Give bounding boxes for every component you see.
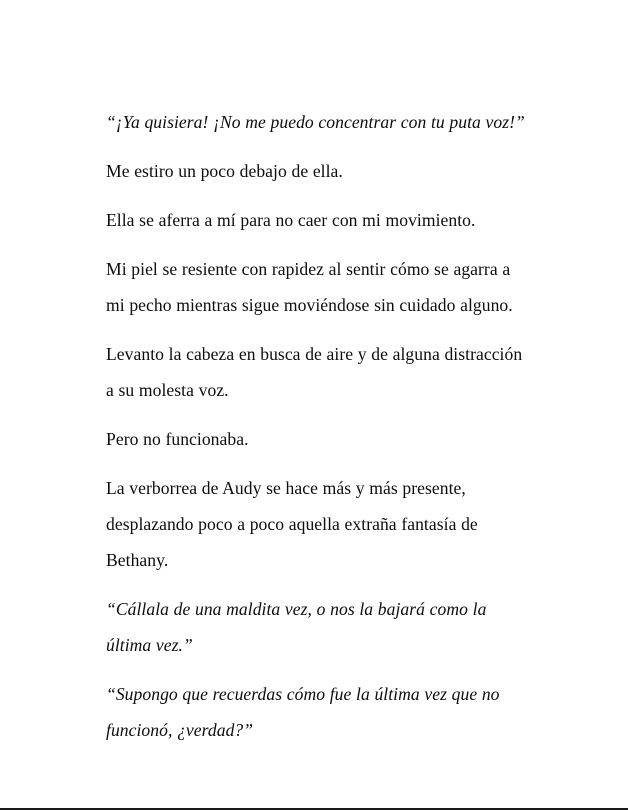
- paragraph-narrative-2: Ella se aferra a mí para no caer con mi movimiento.: [106, 210, 476, 230]
- paragraph-narrative-4: Levanto la cabeza en busca de aire y de alguna distracción a su molesta voz.: [106, 344, 523, 400]
- paragraph-dialogue-3: “Supongo que recuerdas cómo fue la última vez que no funcionó, ¿verdad?”: [106, 684, 500, 740]
- document-text-column: [106, 104, 526, 748]
- paragraph-dialogue-2: “Cállala de una maldita vez, o nos la bajará como la última vez.”: [106, 599, 487, 655]
- paragraph-narrative-6: La verborrea de Audy se hace más y más presente, desplazando poco a poco aquella extraña fantasía de Bethany.: [106, 478, 478, 570]
- paragraph-dialogue-1: “¡Ya quisiera! ¡No me puedo concentrar con tu puta voz!”: [106, 112, 525, 132]
- paragraph-narrative-3: Mi piel se resiente con rapidez al sentir cómo se agarra a mi pecho mientras sigue moviéndose sin cuidado alguno.: [106, 259, 513, 315]
- paragraph-narrative-5: Pero no funcionaba.: [106, 429, 249, 449]
- paragraph-narrative-1: Me estiro un poco debajo de ella.: [106, 161, 343, 181]
